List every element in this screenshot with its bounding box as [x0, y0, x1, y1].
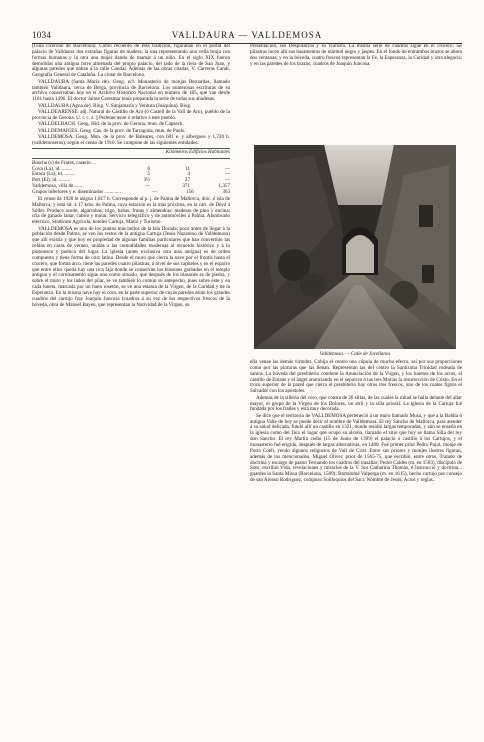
paragraph: El censo de 1920 le asigna 1,817 h. Corresponde al p. j. de Palma de Mallorca, dióc. é isla de Mallorca, y está sit. á 17 kms. de Palma, cuya estación es la más próxima, en la carr. de Deyá á Sóller. Produce aceite, algarrobas, trigo, habas, frutas y almendras; maderas de pino y encina; cría de ganado lanar, cabrío y mular. Servicio telegráfico y de automóviles á Palma. Alumbrado eléctrico, Sindicato Agrícola, hoteles Cartuja, Marió y Turismo. [32, 195, 230, 226]
table-caption: Kilómetros Edificios Habitantes [32, 148, 230, 159]
table-cell-hab: — [224, 171, 230, 178]
paragraph: VALLDAURA (Santa María de). Geog. ecl. Monasterio de monjas Bernardas, llamado también Valldaura, cerca de Berga, provincia de Barcelona. Los numerosas escrituras de su archivo conservaban hoy en el Archivo Histórico Nacional en número de 185, que van desde 1161 hasta 1496. El doctor Jaime Caresmar tenía preparada la serie de todas sus abadesas. [32, 78, 230, 103]
paragraph: VALLDEARENSE. adj. Natural de Castillo de Aro (ó Castell de la Vall de Aro), pueblo de la provincia de Gerona. U. t. c. s. || Perteneciente ó relativo á este pueblo. [32, 109, 230, 121]
paragraph: Además de la sillería del coro, que consta de 26 sillas, de las cuales la mitad se halla delante del altar mayor, el grupo de la Virgen de los Dolores, un atril y la silla prioral. La iglesia de la Cartuja fué fundada por los frailes y está muy decorada. [250, 394, 462, 413]
street-photo-graphic [254, 145, 456, 349]
photo-caption: Valldemosa. — Calle de Jovellanos [319, 352, 391, 357]
left-column [32, 44, 230, 309]
page-header [32, 30, 462, 42]
paragraph: Se dice que el territorio de VALLDEMOSA perteneció á un moro llamado Musa, y que a la Baldía ó antigua Valle de hoy se puede decir el nombre de Valldemosa. El rey Sancho de Mallorca, para atender á su salud delicada, fundó allí un castillo en 1321, donde residió largas temporadas, y aún se enseña en la iglesia como del Teix el lugar que ocupó su alcoba, llamado el sitio que hoy se llama Silla del rey don Sancho. El rey Martín cedió (15 de Junio de 1399) el palacio ó castillo á los Cartujos, y el monasterio fué erigido, después de largas alternativas, en 1400. Fué primer prior Pedro Pujol, monje de Porta Coeli, yendo algunos religiosos de Vall de Crist. Entre sus priores y monjes ilustres figuran, además de los mencionados, Miguel Oliver, prior de 1565-75, que escribió, entre otros, Tratado de doctrina y escargo de pastor Fernando los cuadros del trasaltar; Pedro Caldes (m. en 1583), discípulo de Soto, escribió Vida, revelaciones y miracles de la V. Sor Catharina Thomàs, é Instrucció y doctrina... guardes la Santa Missa (Barcelona, 1589); Bartolomé Valperga (m. en 1615), hecho cartujo por consejo de san Alonso Rodríguez, compuso Soliloquios del Sacr. Nombre de Jesús, Actos y reglas.. [250, 412, 462, 484]
left-paragraphs-after [32, 197, 230, 309]
table-cell-edif: 11 [185, 165, 190, 172]
table-cell-edif: 156 [186, 188, 194, 195]
paragraph: VALLDELBACH. Geog. Hid. de la prov. de Gerona, mun. de Capsech. [38, 121, 184, 128]
table-cell-edif: 4 [187, 171, 190, 178]
table-row [32, 190, 230, 196]
table-cell-name: Grupos inferiores y e. diseminados ............. [32, 188, 121, 195]
page-number: 1034 [32, 30, 52, 40]
table-cell-name: Cova (La), id. ........ [32, 165, 73, 172]
paragraph: VALLDEMOSA es uno de los puntos más bellos de la Isla Dorada; poco antes de llegar á la población desde Palma, se ven los restos de la antigua Cartuja (Jesús Nazareno de Valldemosa) que allí existía y que hoy es propiedad de algunas familias particulares que han convertido las celdas en casas de verano, unidas a las comodidades modernas al recuerdo histórico y á lo pintoresco y poético del lugar. La iglesia (antes exclusiva otra más antigua) es de orden compuesto y tiene forma de cruz latina. Desde el muro que cierra la nave por el frontis hasta el crucero, que forma arco, tiene las paredes cuatro pilastras; á nivel de sus capiteles y en el espacio que entre ellos queda hay una rica faja donde se conservan los blasones grabados en el templo antiguo y el cornisamento sigue uno como situado, que después de los blasones es de piedra, y sobre el muro y los lados del pilar, se ve también lo común su antepecho, pues sobre éste y en cada luneta, marcada por un buen rosetón, se ve una estatua de la Virgen, de la Caridad y de la Esperanza. En la misma nave hay el coro, en la parte superior de cuyas paredes están los grandes cuadros del cartujo fray Joaquín Juncosa (cuadros á su vez de los respectivos frescos de la bóveda, obra de Manuel Bayeu, que representan la Natividad de la Virgen, su [32, 225, 230, 308]
table-cell-km: 6 [147, 165, 150, 172]
table-cell-edif: 27 [184, 177, 190, 184]
table-cell-hab: — [224, 177, 230, 184]
table-cell-hab: — [224, 165, 230, 172]
table-cell-km: 3½ [143, 177, 150, 184]
paragraph: VALLDAURA (Agna de). Biog. V. Sanjamaría y Ventura (Joaquina). Biog. [38, 102, 192, 109]
table-cell-name: Buscha (s) de Frares, caserío ... [32, 159, 96, 166]
table-cell-name: Estaca (La), id. ........ [32, 171, 75, 178]
table-cell-km: — [152, 188, 158, 195]
entities-table [32, 148, 230, 196]
table-cell-name: Valldemosa, villa de....... [32, 183, 83, 190]
left-paragraphs [32, 44, 230, 147]
running-title: VALLDAURA — VALLDEMOSA [171, 30, 323, 40]
right-column-bottom [250, 360, 462, 485]
paragraph: Presentación, sus Desposorios y su Tránsito. La misma serie de cuadros sigue en el crucero; las pilastras lucen allí sus basamentos de mármol negro y jaspes. En el fondo de entrambos brazos se abren dos ventanas; y en la bóveda, cuatro frescos representan la Fe, la Esperanza, la Caridad y otra alegoría; y en las paredes de los brazos, cuadros de Joaquín Juncosa. [250, 43, 462, 67]
paragraph: VALLDEMOSA. Geog. Mun. de la prov. de Baleares, con 601 e. y albergues y 1,720 h. (valldemoseros), según el censo de 1910. Se compone de las siguientes entidades: [32, 134, 230, 147]
right-column-top [250, 44, 462, 68]
table-cell-hab: 1,357 [218, 183, 230, 190]
street-photograph [254, 145, 456, 349]
table-cell-edif: 371 [182, 183, 190, 190]
table-cell-km: — [144, 183, 150, 190]
paragraph: VALLDEMAIGES. Geog. Cas. de la prov. de Tarragona, mun. de Pauls. [38, 127, 186, 134]
table-cell-km: 5 [147, 171, 150, 178]
table-cell-hab: 363 [222, 188, 231, 195]
paragraph: (Guía cicerone de Barcelona). Como recuerdo de esta tradición, figuraban en el portal del palacio de Valldaura dos extrañas figuras de madera, la una representando una vella bruja con formas humanas y la otra una mujer dando de mamar á un niño. En el siglo XIX fueron demolidas una antigua torre almenada del propio palacio, del lado de la riera de San Juan, y algunas paredes que daban á la calle Condal. Además de las obras citadas, V. Carreras Candi, Geografía General de Cataluña. La ciutat de Barcelona. [32, 43, 230, 79]
paragraph: ella venae las demás virtudes. Cobija el centro una cúpula de mucho efecto, así por sus proporciones como por las pinturas que las llenan. Representan las del centro la Santísima Trinidad rodeada de santos. La bóveda del presbiterio contiene la Anunciación de la Virgen, y los lunetos de los arcos, el castillo de Emaús y el ángel anunciando en el sepulcro á las tres Marías la resurrección de Cristo. En el trozo superior de la pared que cierra el presbiterio hay otros tres frescos, uno de los cuales figura el Salvador con los apóstoles. [250, 359, 462, 395]
table-cell-name: Port (El), id. ......... [32, 177, 71, 184]
table-body [32, 161, 230, 196]
